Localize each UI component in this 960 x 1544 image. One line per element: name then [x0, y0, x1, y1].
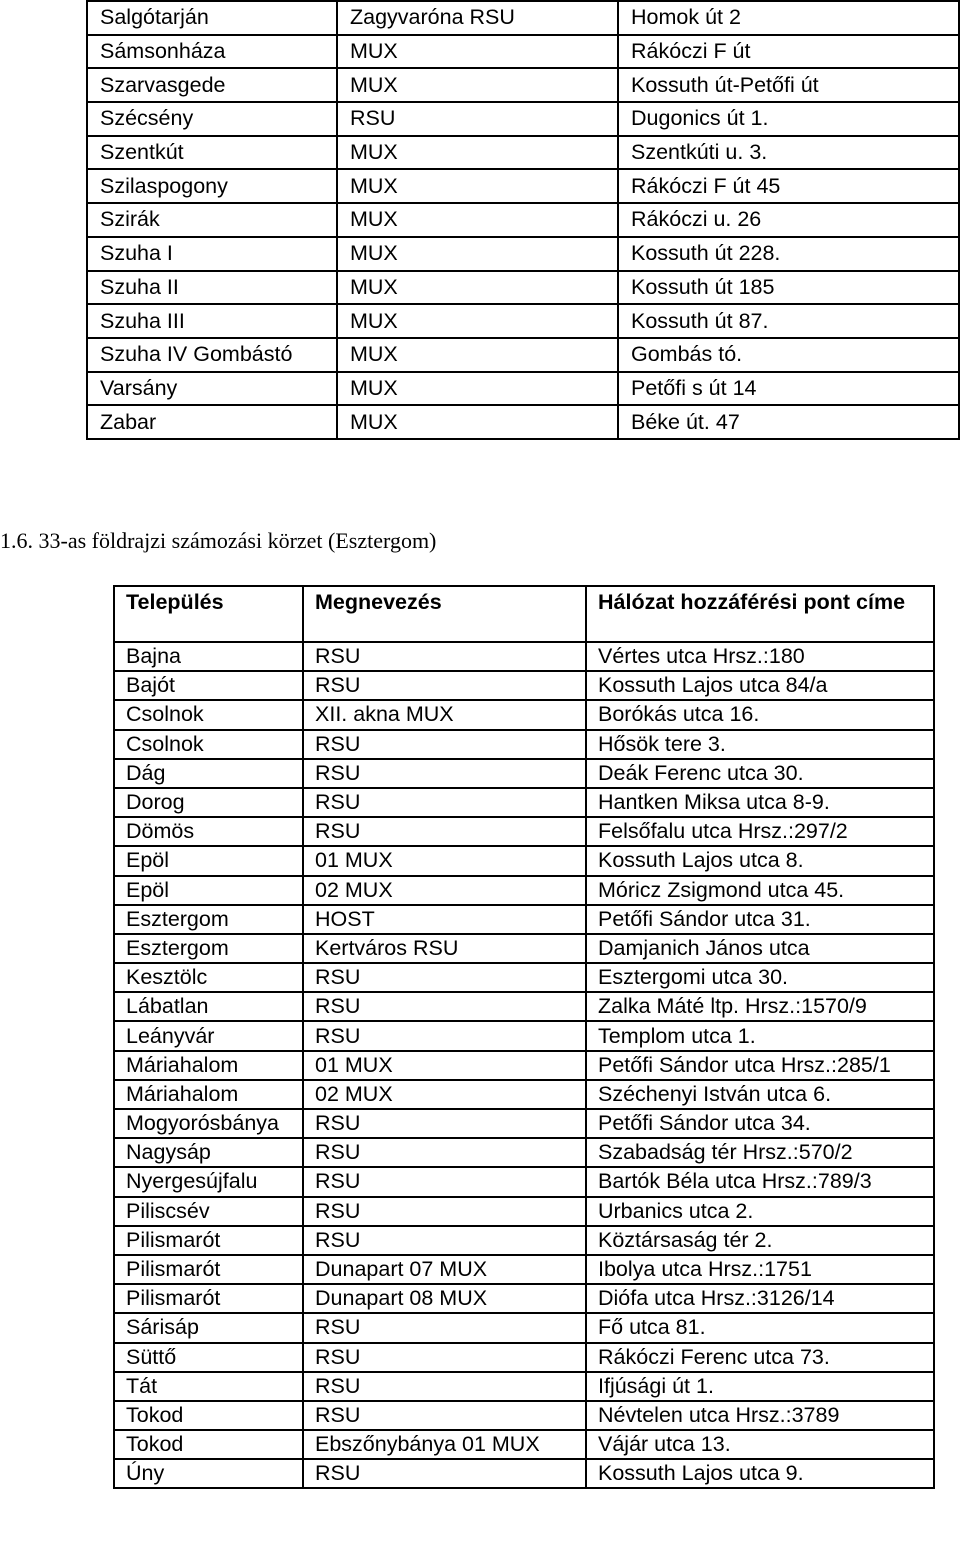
- address-cell: Rákóczi F út: [618, 35, 959, 69]
- table-row: [114, 1109, 934, 1138]
- designation-cell: RSU: [303, 788, 586, 817]
- table-row: [114, 1459, 934, 1488]
- designation-cell: RSU: [303, 1167, 586, 1196]
- address-cell: Urbanics utca 2.: [586, 1197, 934, 1226]
- designation-cell: HOST: [303, 905, 586, 934]
- settlement-cell: Szirák: [87, 203, 337, 237]
- table-body: [114, 642, 934, 1488]
- table-row: [114, 1197, 934, 1226]
- designation-cell: Dunapart 08 MUX: [303, 1284, 586, 1313]
- table-body: [87, 1, 959, 439]
- table-row: [87, 68, 959, 102]
- table-row: [114, 1167, 934, 1196]
- address-cell: Vájár utca 13.: [586, 1430, 934, 1459]
- settlement-cell: Sámsonháza: [87, 35, 337, 69]
- table-row: [114, 730, 934, 759]
- settlement-cell: Varsány: [87, 372, 337, 406]
- settlement-cell: Máriahalom: [114, 1051, 303, 1080]
- designation-cell: MUX: [337, 237, 618, 271]
- designation-cell: RSU: [303, 1226, 586, 1255]
- table-row: [114, 905, 934, 934]
- designation-cell: XII. akna MUX: [303, 700, 586, 729]
- address-cell: Hantken Miksa utca 8-9.: [586, 788, 934, 817]
- designation-cell: RSU: [303, 642, 586, 671]
- address-cell: Hősök tere 3.: [586, 730, 934, 759]
- designation-cell: RSU: [303, 1109, 586, 1138]
- section-heading: 1.6. 33-as földrajzi számozási körzet (Esztergom): [0, 528, 437, 553]
- designation-cell: RSU: [303, 1138, 586, 1167]
- esztergom-access-points-table: [113, 585, 935, 1489]
- settlement-cell: Nagysáp: [114, 1138, 303, 1167]
- table-row: [87, 304, 959, 338]
- table-row: [114, 1401, 934, 1430]
- settlement-cell: Szarvasgede: [87, 68, 337, 102]
- table-row: [114, 1372, 934, 1401]
- settlement-cell: Mogyorósbánya: [114, 1109, 303, 1138]
- address-cell: Damjanich János utca: [586, 934, 934, 963]
- table-row: [114, 1226, 934, 1255]
- settlement-cell: Epöl: [114, 846, 303, 875]
- address-cell: Névtelen utca Hrsz.:3789: [586, 1401, 934, 1430]
- table-row: [114, 759, 934, 788]
- header-row: [114, 586, 934, 642]
- settlement-cell: Csolnok: [114, 700, 303, 729]
- table-row: [114, 642, 934, 671]
- designation-cell: MUX: [337, 68, 618, 102]
- designation-cell: MUX: [337, 136, 618, 170]
- settlement-cell: Szuha IV Gombástó: [87, 338, 337, 372]
- designation-cell: 01 MUX: [303, 1051, 586, 1080]
- address-cell: Kossuth Lajos utca 9.: [586, 1459, 934, 1488]
- table-row: [87, 35, 959, 69]
- access-points-table-continued: [86, 0, 960, 440]
- designation-cell: RSU: [303, 992, 586, 1021]
- designation-cell: RSU: [337, 102, 618, 136]
- designation-cell: RSU: [303, 817, 586, 846]
- table-row: [87, 169, 959, 203]
- designation-cell: Kertváros RSU: [303, 934, 586, 963]
- column-header-designation: Megnevezés: [303, 586, 586, 642]
- designation-cell: RSU: [303, 1401, 586, 1430]
- table-header: [114, 586, 934, 642]
- address-cell: Templom utca 1.: [586, 1021, 934, 1050]
- settlement-cell: Máriahalom: [114, 1080, 303, 1109]
- table-row: [114, 1051, 934, 1080]
- settlement-cell: Tokod: [114, 1430, 303, 1459]
- address-cell: Petőfi s út 14: [618, 372, 959, 406]
- settlement-cell: Szuha I: [87, 237, 337, 271]
- table-row: [114, 817, 934, 846]
- address-cell: Homok út 2: [618, 1, 959, 35]
- table-row: [114, 1138, 934, 1167]
- designation-cell: RSU: [303, 1459, 586, 1488]
- designation-cell: Zagyvaróna RSU: [337, 1, 618, 35]
- designation-cell: MUX: [337, 271, 618, 305]
- table-row: [114, 1284, 934, 1313]
- designation-cell: RSU: [303, 730, 586, 759]
- address-cell: Kossuth út 87.: [618, 304, 959, 338]
- table-row: [114, 846, 934, 875]
- table-row: [114, 671, 934, 700]
- settlement-cell: Kesztölc: [114, 963, 303, 992]
- address-cell: Kossuth út 185: [618, 271, 959, 305]
- address-cell: Rákóczi Ferenc utca 73.: [586, 1343, 934, 1372]
- address-cell: Kossuth Lajos utca 8.: [586, 846, 934, 875]
- designation-cell: RSU: [303, 1021, 586, 1050]
- designation-cell: Ebszőnybánya 01 MUX: [303, 1430, 586, 1459]
- table-row: [114, 934, 934, 963]
- designation-cell: RSU: [303, 963, 586, 992]
- designation-cell: MUX: [337, 169, 618, 203]
- settlement-cell: Piliscsév: [114, 1197, 303, 1226]
- settlement-cell: Zabar: [87, 405, 337, 439]
- settlement-cell: Süttő: [114, 1343, 303, 1372]
- address-cell: Köztársaság tér 2.: [586, 1226, 934, 1255]
- address-cell: Petőfi Sándor utca Hrsz.:285/1: [586, 1051, 934, 1080]
- table-row: [114, 1343, 934, 1372]
- address-cell: Béke út. 47: [618, 405, 959, 439]
- table-row: [114, 992, 934, 1021]
- table-row: [114, 963, 934, 992]
- settlement-cell: Dág: [114, 759, 303, 788]
- address-cell: Ifjúsági út 1.: [586, 1372, 934, 1401]
- address-cell: Szentkúti u. 3.: [618, 136, 959, 170]
- address-cell: Széchenyi István utca 6.: [586, 1080, 934, 1109]
- address-cell: Ibolya utca Hrsz.:1751: [586, 1255, 934, 1284]
- address-cell: Kossuth út 228.: [618, 237, 959, 271]
- settlement-cell: Dömös: [114, 817, 303, 846]
- settlement-cell: Szilaspogony: [87, 169, 337, 203]
- designation-cell: 01 MUX: [303, 846, 586, 875]
- designation-cell: RSU: [303, 671, 586, 700]
- settlement-cell: Szentkút: [87, 136, 337, 170]
- address-cell: Petőfi Sándor utca 34.: [586, 1109, 934, 1138]
- table-row: [114, 1255, 934, 1284]
- table-row: [87, 102, 959, 136]
- settlement-cell: Bajna: [114, 642, 303, 671]
- settlement-cell: Dorog: [114, 788, 303, 817]
- designation-cell: MUX: [337, 338, 618, 372]
- designation-cell: MUX: [337, 372, 618, 406]
- settlement-cell: Leányvár: [114, 1021, 303, 1050]
- address-cell: Rákóczi u. 26: [618, 203, 959, 237]
- table-row: [87, 203, 959, 237]
- table-row: [114, 788, 934, 817]
- address-cell: Kossuth Lajos utca 84/a: [586, 671, 934, 700]
- designation-cell: MUX: [337, 35, 618, 69]
- table-row: [114, 700, 934, 729]
- address-cell: Deák Ferenc utca 30.: [586, 759, 934, 788]
- designation-cell: MUX: [337, 203, 618, 237]
- address-cell: Petőfi Sándor utca 31.: [586, 905, 934, 934]
- settlement-cell: Úny: [114, 1459, 303, 1488]
- settlement-cell: Epöl: [114, 876, 303, 905]
- designation-cell: 02 MUX: [303, 1080, 586, 1109]
- settlement-cell: Lábatlan: [114, 992, 303, 1021]
- address-cell: Szabadság tér Hrsz.:570/2: [586, 1138, 934, 1167]
- settlement-cell: Sárisáp: [114, 1313, 303, 1342]
- settlement-cell: Tokod: [114, 1401, 303, 1430]
- settlement-cell: Szuha II: [87, 271, 337, 305]
- table-row: [114, 1430, 934, 1459]
- table-row: [87, 405, 959, 439]
- settlement-cell: Salgótarján: [87, 1, 337, 35]
- table-row: [87, 237, 959, 271]
- designation-cell: RSU: [303, 759, 586, 788]
- address-cell: Zalka Máté ltp. Hrsz.:1570/9: [586, 992, 934, 1021]
- settlement-cell: Bajót: [114, 671, 303, 700]
- settlement-cell: Nyergesújfalu: [114, 1167, 303, 1196]
- table-row: [87, 1, 959, 35]
- designation-cell: MUX: [337, 304, 618, 338]
- table-row: [87, 271, 959, 305]
- designation-cell: RSU: [303, 1197, 586, 1226]
- settlement-cell: Esztergom: [114, 934, 303, 963]
- address-cell: Bartók Béla utca Hrsz.:789/3: [586, 1167, 934, 1196]
- table-row: [87, 338, 959, 372]
- settlement-cell: Pilismarót: [114, 1226, 303, 1255]
- settlement-cell: Szécsény: [87, 102, 337, 136]
- settlement-cell: Esztergom: [114, 905, 303, 934]
- address-cell: Felsőfalu utca Hrsz.:297/2: [586, 817, 934, 846]
- settlement-cell: Pilismarót: [114, 1255, 303, 1284]
- address-cell: Gombás tó.: [618, 338, 959, 372]
- column-header-access-point-address: Hálózat hozzáférési pont címe: [586, 586, 934, 642]
- column-header-settlement: Település: [114, 586, 303, 642]
- address-cell: Dugonics út 1.: [618, 102, 959, 136]
- settlement-cell: Szuha III: [87, 304, 337, 338]
- table-row: [114, 1021, 934, 1050]
- designation-cell: RSU: [303, 1372, 586, 1401]
- table-row: [87, 136, 959, 170]
- table-row: [114, 1313, 934, 1342]
- address-cell: Kossuth út-Petőfi út: [618, 68, 959, 102]
- designation-cell: RSU: [303, 1313, 586, 1342]
- address-cell: Fő utca 81.: [586, 1313, 934, 1342]
- designation-cell: Dunapart 07 MUX: [303, 1255, 586, 1284]
- table-row: [114, 876, 934, 905]
- designation-cell: RSU: [303, 1343, 586, 1372]
- settlement-cell: Tát: [114, 1372, 303, 1401]
- address-cell: Diófa utca Hrsz.:3126/14: [586, 1284, 934, 1313]
- address-cell: Esztergomi utca 30.: [586, 963, 934, 992]
- designation-cell: MUX: [337, 405, 618, 439]
- address-cell: Borókás utca 16.: [586, 700, 934, 729]
- settlement-cell: Pilismarót: [114, 1284, 303, 1313]
- settlement-cell: Csolnok: [114, 730, 303, 759]
- designation-cell: 02 MUX: [303, 876, 586, 905]
- address-cell: Móricz Zsigmond utca 45.: [586, 876, 934, 905]
- table-row: [87, 372, 959, 406]
- address-cell: Vértes utca Hrsz.:180: [586, 642, 934, 671]
- address-cell: Rákóczi F út 45: [618, 169, 959, 203]
- table-row: [114, 1080, 934, 1109]
